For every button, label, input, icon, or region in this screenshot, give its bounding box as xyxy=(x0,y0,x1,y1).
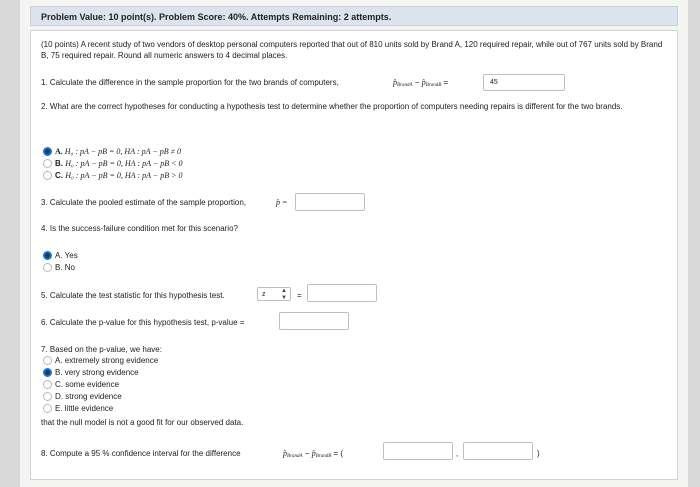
q7-option-d-radio[interactable] xyxy=(43,392,52,401)
q6-text: 6. Calculate the p-value for this hypothesis test, p-value = xyxy=(41,318,245,327)
q8-comma: , xyxy=(456,449,459,458)
q8-text: 8. Compute a 95 % confidence interval for the difference xyxy=(41,449,241,458)
q2-text: 2. What are the correct hypotheses for conducting a hypothesis test to determine whether the proportion of computers needing repairs is different for the two brands. xyxy=(41,102,623,111)
q2-option-c-radio[interactable] xyxy=(43,171,52,180)
q5-equals: = xyxy=(297,291,302,300)
q7-text: 7. Based on the p-value, we have: xyxy=(41,345,162,354)
q4-option-b-label: B. No xyxy=(55,263,76,272)
q8-close-paren: ) xyxy=(537,449,540,458)
q7-option-a-label: A. extremely strong evidence xyxy=(55,356,159,365)
q3-answer-input[interactable] xyxy=(295,193,365,211)
problem-intro: (10 points) A recent study of two vendors of desktop personal computers reported that out of 810 units sold by Brand A, 120 required repair, while out of 767 units sold by Brand B, 75 required repair. Round all numeric answers to 4 decimal places. xyxy=(41,40,663,60)
q7-trailer: that the null model is not a good fit for our observed data. xyxy=(41,418,244,427)
q2-option-a-label: A. H₀ : pA − pB = 0, HA : pA − pB ≠ 0 xyxy=(55,147,182,156)
q5-answer-input[interactable] xyxy=(307,284,377,302)
q4-option-a-label: A. Yes xyxy=(55,251,78,260)
q4-text: 4. Is the success-failure condition met for this scenario? xyxy=(41,224,238,233)
q1-expression: $p̂_{BrandA}$ − $p̂_{BrandB}$ = xyxy=(393,78,449,88)
q3-text: 3. Calculate the pooled estimate of the sample proportion, xyxy=(41,198,247,207)
stepper-arrows-icon: ▲ ▼ xyxy=(281,288,287,301)
q7-option-e-radio[interactable] xyxy=(43,404,52,413)
problem-header: Problem Value: 10 point(s). Problem Score: 40%. Attempts Remaining: 2 attempts. xyxy=(30,6,678,26)
q7-option-b-label: B. very strong evidence xyxy=(55,368,139,377)
q6-answer-input[interactable] xyxy=(279,312,349,330)
q7-option-c-radio[interactable] xyxy=(43,380,52,389)
q8-expression: $p̂_{BrandA}$ − $p̂_{BrandB}$ = ( xyxy=(283,449,344,459)
q1-answer-input[interactable]: 45 xyxy=(483,74,565,91)
q7-option-e-label: E. little evidence xyxy=(55,404,114,413)
problem-page xyxy=(20,0,688,487)
q5-statistic-select[interactable]: z ▲ ▼ xyxy=(257,287,291,301)
q5-text: 5. Calculate the test statistic for this hypothesis test. xyxy=(41,291,225,300)
q2-option-b-label: B. H₀ : pA − pB = 0, HA : pA − pB < 0 xyxy=(55,159,183,168)
q4-option-b-radio[interactable] xyxy=(43,263,52,272)
problem-content xyxy=(30,30,678,480)
q4-option-a-radio[interactable] xyxy=(43,251,52,260)
q7-option-c-label: C. some evidence xyxy=(55,380,120,389)
q7-option-b-radio[interactable] xyxy=(43,368,52,377)
q7-option-d-label: D. strong evidence xyxy=(55,392,122,401)
q8-lower-bound-input[interactable] xyxy=(383,442,453,460)
q1-text: 1. Calculate the difference in the sample proportion for the two brands of computers, xyxy=(41,78,339,87)
q7-option-a-radio[interactable] xyxy=(43,356,52,365)
q2-option-b-radio[interactable] xyxy=(43,159,52,168)
q3-expression: p̂ = xyxy=(276,198,288,207)
q2-option-a-radio[interactable] xyxy=(43,147,52,156)
q8-upper-bound-input[interactable] xyxy=(463,442,533,460)
q2-option-c-label: C. H₀ : pA − pB = 0, HA : pA − pB > 0 xyxy=(55,171,183,180)
